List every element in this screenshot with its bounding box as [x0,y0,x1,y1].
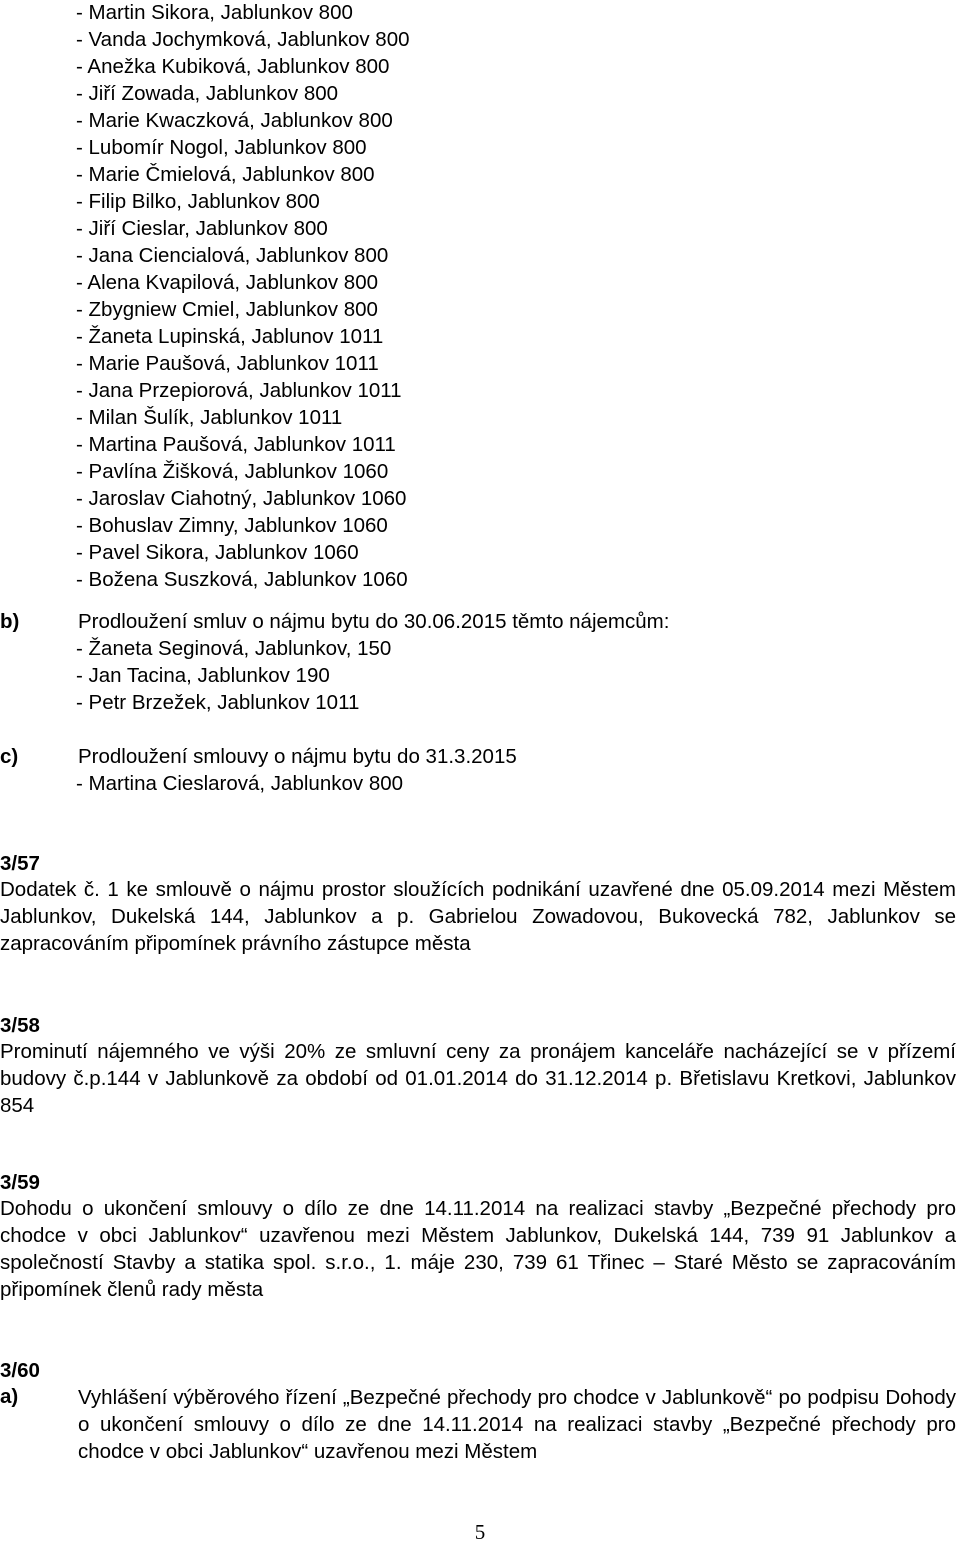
list-item: - Jan Tacina, Jablunkov 190 [76,664,330,687]
list-item: - Jiří Cieslar, Jablunkov 800 [76,217,328,240]
list-item: - Jiří Zowada, Jablunkov 800 [76,82,339,105]
list-item: - Pavlína Žišková, Jablunkov 1060 [76,460,389,483]
resolution-text: Dohodu o ukončení smlouvy o dílo ze dne 14.11.2014 na realizaci stavby „Bezpečné přechody pro chodce v obci Jablunkov“ uzavřenou mezi Městem Jablunkov, Dukelská 144, 739 91 Jablunkov a společností Stavby a statika spol. s.r.o., 1. máje 230, 739 61 Třinec – Staré Město se zapracováním připomínek členů rady města [0,1197,956,1301]
resolution-number: 3/60 [0,1359,40,1382]
item-label: a) [0,1385,19,1408]
list-item: - Milan Šulík, Jablunkov 1011 [76,406,343,429]
list-item: - Žaneta Lupinská, Jablunov 1011 [76,325,384,348]
list-item: - Martina Cieslarová, Jablunkov 800 [76,772,404,795]
list-item: - Jana Przepiorová, Jablunkov 1011 [76,379,402,402]
section-c-label: c) [0,745,19,768]
list-item: - Vanda Jochymková, Jablunkov 800 [76,28,410,51]
list-item: - Martin Sikora, Jablunkov 800 [76,1,353,24]
resolution-text: Vyhlášení výběrového řízení „Bezpečné přechody pro chodce v Jablunkově“ po podpisu Dohody o ukončení smlouvy o dílo ze dne 14.11.2014 na realizaci stavby „Bezpečné přechody pro chodce v obci Jablunkov“ uzavřenou mezi Městem [78,1386,956,1463]
list-item: - Marie Čmielová, Jablunkov 800 [76,163,375,186]
resolution-text: Dodatek č. 1 ke smlouvě o nájmu prostor sloužících podnikání uzavřené dne 05.09.2014 mezi Městem Jablunkov, Dukelská 144, Jablunkov a p. Gabrielou Zowadovou, Bukovecká 782, Jablunkov se zapracováním připomínek právního zástupce města [0,878,956,955]
list-item: - Zbygniew Cmiel, Jablunkov 800 [76,298,378,321]
list-item: - Martina Paušová, Jablunkov 1011 [76,433,396,456]
list-item: - Anežka Kubiková, Jablunkov 800 [76,55,390,78]
resolution-number: 3/57 [0,852,40,875]
section-b-label: b) [0,610,20,633]
list-item: - Jaroslav Ciahotný, Jablunkov 1060 [76,487,407,510]
page-number: 5 [474,1520,486,1544]
list-item: - Žaneta Seginová, Jablunkov, 150 [76,637,392,660]
list-item: - Bohuslav Zimny, Jablunkov 1060 [76,514,388,537]
section-b-title: Prodloužení smluv o nájmu bytu do 30.06.2015 těmto nájemcům: [78,610,670,633]
list-item: - Marie Kwaczková, Jablunkov 800 [76,109,393,132]
list-item: - Filip Bilko, Jablunkov 800 [76,190,320,213]
resolution-number: 3/59 [0,1171,40,1194]
list-item: - Lubomír Nogol, Jablunkov 800 [76,136,367,159]
list-item: - Petr Brzežek, Jablunkov 1011 [76,691,360,714]
list-item: - Pavel Sikora, Jablunkov 1060 [76,541,359,564]
list-item: - Alena Kvapilová, Jablunkov 800 [76,271,379,294]
list-item: - Jana Ciencialová, Jablunkov 800 [76,244,389,267]
list-item: - Marie Paušová, Jablunkov 1011 [76,352,379,375]
resolution-text: Prominutí nájemného ve výši 20% ze smluvní ceny za pronájem kanceláře nacházející se v přízemí budovy č.p.144 v Jablunkově za období od 01.01.2014 do 31.12.2014 p. Břetislavu Kretkovi, Jablunkov 854 [0,1040,956,1117]
resolution-number: 3/58 [0,1014,40,1037]
section-c-title: Prodloužení smlouvy o nájmu bytu do 31.3.2015 [78,745,517,768]
list-item: - Božena Suszková, Jablunkov 1060 [76,568,408,591]
